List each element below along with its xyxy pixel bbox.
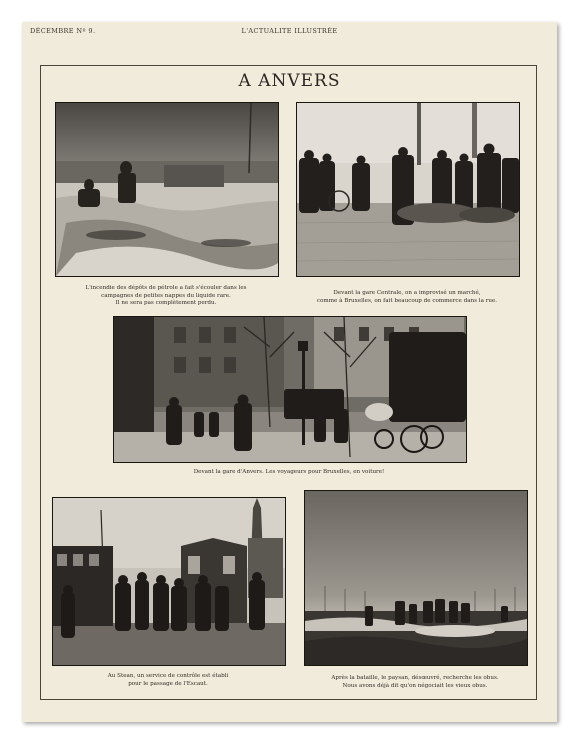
caption-photo2: [296, 290, 518, 305]
caption-photo2-line2: comme à Bruxelles, on fait beaucoup de commerce dans la rue.: [316, 297, 498, 304]
caption-photo5: [304, 675, 526, 690]
page-title: A ANVERS: [238, 71, 341, 91]
photo-antwerp-station: [113, 316, 467, 463]
caption-photo3: [113, 469, 465, 477]
caption-photo1-line3: Il ne sera pas complètement perdu.: [115, 300, 217, 307]
photo-petrol-field: [55, 102, 279, 277]
caption-photo2-line1: Devant la gare Centrale, on a improvisé un marché,: [333, 290, 481, 296]
caption-photo4-line2: pour le passage de l'Escaut.: [128, 680, 208, 687]
caption-photo5-line2: Nous avons déjà dit qu'on négociait les vieux obus.: [342, 682, 488, 689]
photo-battlefield: [304, 490, 528, 666]
caption-photo4-line1: Au Stean, un service de contrôle est établi: [107, 673, 229, 679]
journal-name: L'ACTUALITE ILLUSTRÉE: [241, 27, 338, 35]
caption-photo5-line1: Après la bataille, le paysan, désœuvré, recherche les obus.: [331, 675, 499, 681]
caption-photo1-line2: campagnes de petites nappes du liquide rare.: [101, 292, 231, 299]
caption-photo1: [55, 285, 277, 308]
caption-photo3-line1: Devant la gare d'Anvers. Les voyageurs pour Bruxelles, en voiture!: [193, 469, 385, 475]
issue-label: DÉCEMBRE Nº 9.: [30, 27, 96, 35]
caption-photo1-line1: L'incendie des dépôts de pétrole a fait s'écouler dans les: [85, 285, 247, 291]
caption-photo4: [52, 673, 284, 688]
photo-stean-control: [52, 497, 286, 666]
photo-station-market: [296, 102, 520, 277]
